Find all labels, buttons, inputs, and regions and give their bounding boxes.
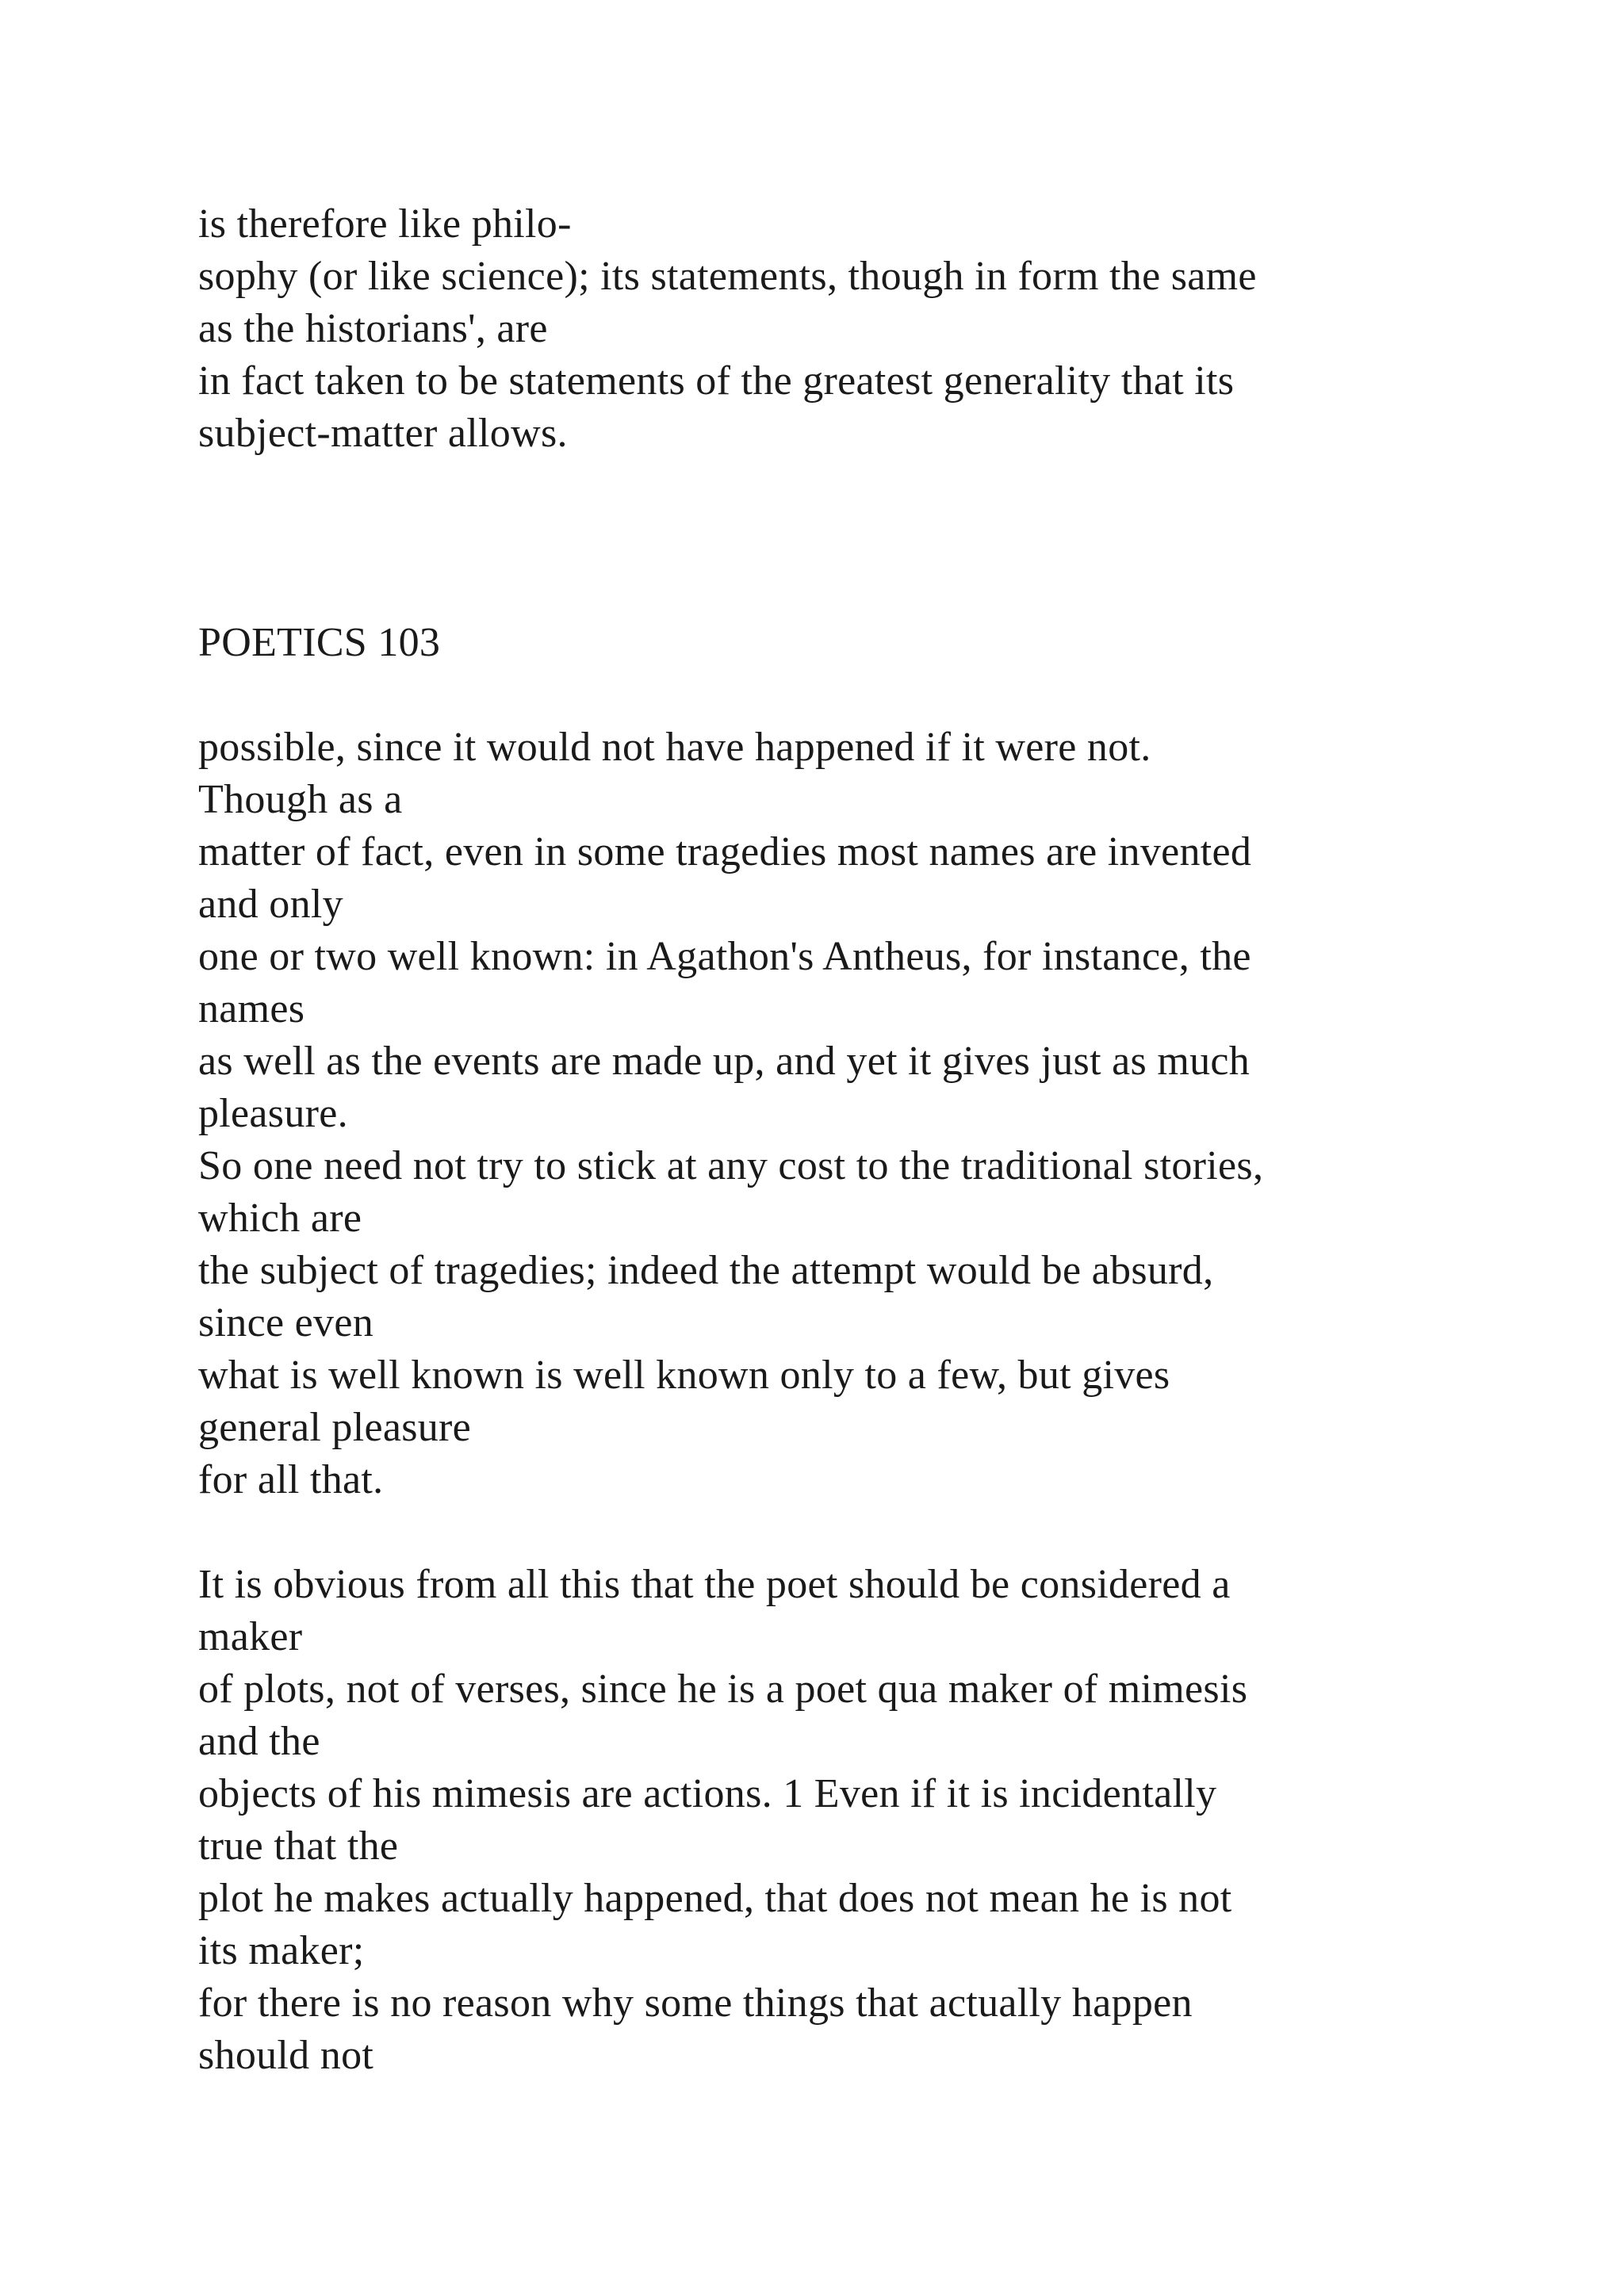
paragraph-line: and only bbox=[198, 882, 343, 927]
paragraph-line: for there is no reason why some things that actually happen bbox=[198, 1980, 1193, 2026]
intro-line: subject-matter allows. bbox=[198, 411, 568, 456]
paragraph-line: the subject of tragedies; indeed the attempt would be absurd, bbox=[198, 1248, 1214, 1293]
paragraph-line: and the bbox=[198, 1719, 320, 1764]
paragraph-line: possible, since it would not have happened if it were not. bbox=[198, 725, 1151, 770]
paragraph-line: It is obvious from all this that the poet should be considered a bbox=[198, 1562, 1231, 1607]
paragraph-line: names bbox=[198, 986, 305, 1031]
paragraph-line: pleasure. bbox=[198, 1091, 348, 1136]
paragraph-line: of plots, not of verses, since he is a poet qua maker of mimesis bbox=[198, 1667, 1248, 1712]
paragraph-line: one or two well known: in Agathon's Antheus, for instance, the bbox=[198, 934, 1251, 979]
paragraph-line: general pleasure bbox=[198, 1405, 472, 1450]
paragraph-line: should not bbox=[198, 2033, 374, 2078]
section-heading: POETICS 103 bbox=[198, 620, 441, 665]
paragraph-line: for all that. bbox=[198, 1457, 384, 1502]
paragraph-line: what is well known is well known only to a few, but gives bbox=[198, 1353, 1170, 1398]
paragraph-line: objects of his mimesis are actions. 1 Even if it is incidentally bbox=[198, 1771, 1217, 1816]
intro-line: is therefore like philo- bbox=[198, 201, 572, 247]
paragraph-line: plot he makes actually happened, that does not mean he is not bbox=[198, 1876, 1232, 1921]
paragraph-line: So one need not try to stick at any cost to the traditional stories, bbox=[198, 1143, 1264, 1188]
intro-line: in fact taken to be statements of the greatest generality that its bbox=[198, 358, 1235, 404]
paragraph-line: maker bbox=[198, 1614, 303, 1659]
intro-line: sophy (or like science); its statements, though in form the same bbox=[198, 254, 1257, 299]
paragraph-line: since even bbox=[198, 1300, 374, 1345]
paragraph-line: Though as a bbox=[198, 777, 403, 822]
paragraph-line: which are bbox=[198, 1196, 362, 1241]
paragraph-line: as well as the events are made up, and yet it gives just as much bbox=[198, 1039, 1251, 1084]
paragraph-line: its maker; bbox=[198, 1928, 365, 1973]
paragraph-line: true that the bbox=[198, 1823, 399, 1869]
intro-line: as the historians', are bbox=[198, 306, 548, 351]
paragraph-line: matter of fact, even in some tragedies most names are invented bbox=[198, 829, 1252, 874]
